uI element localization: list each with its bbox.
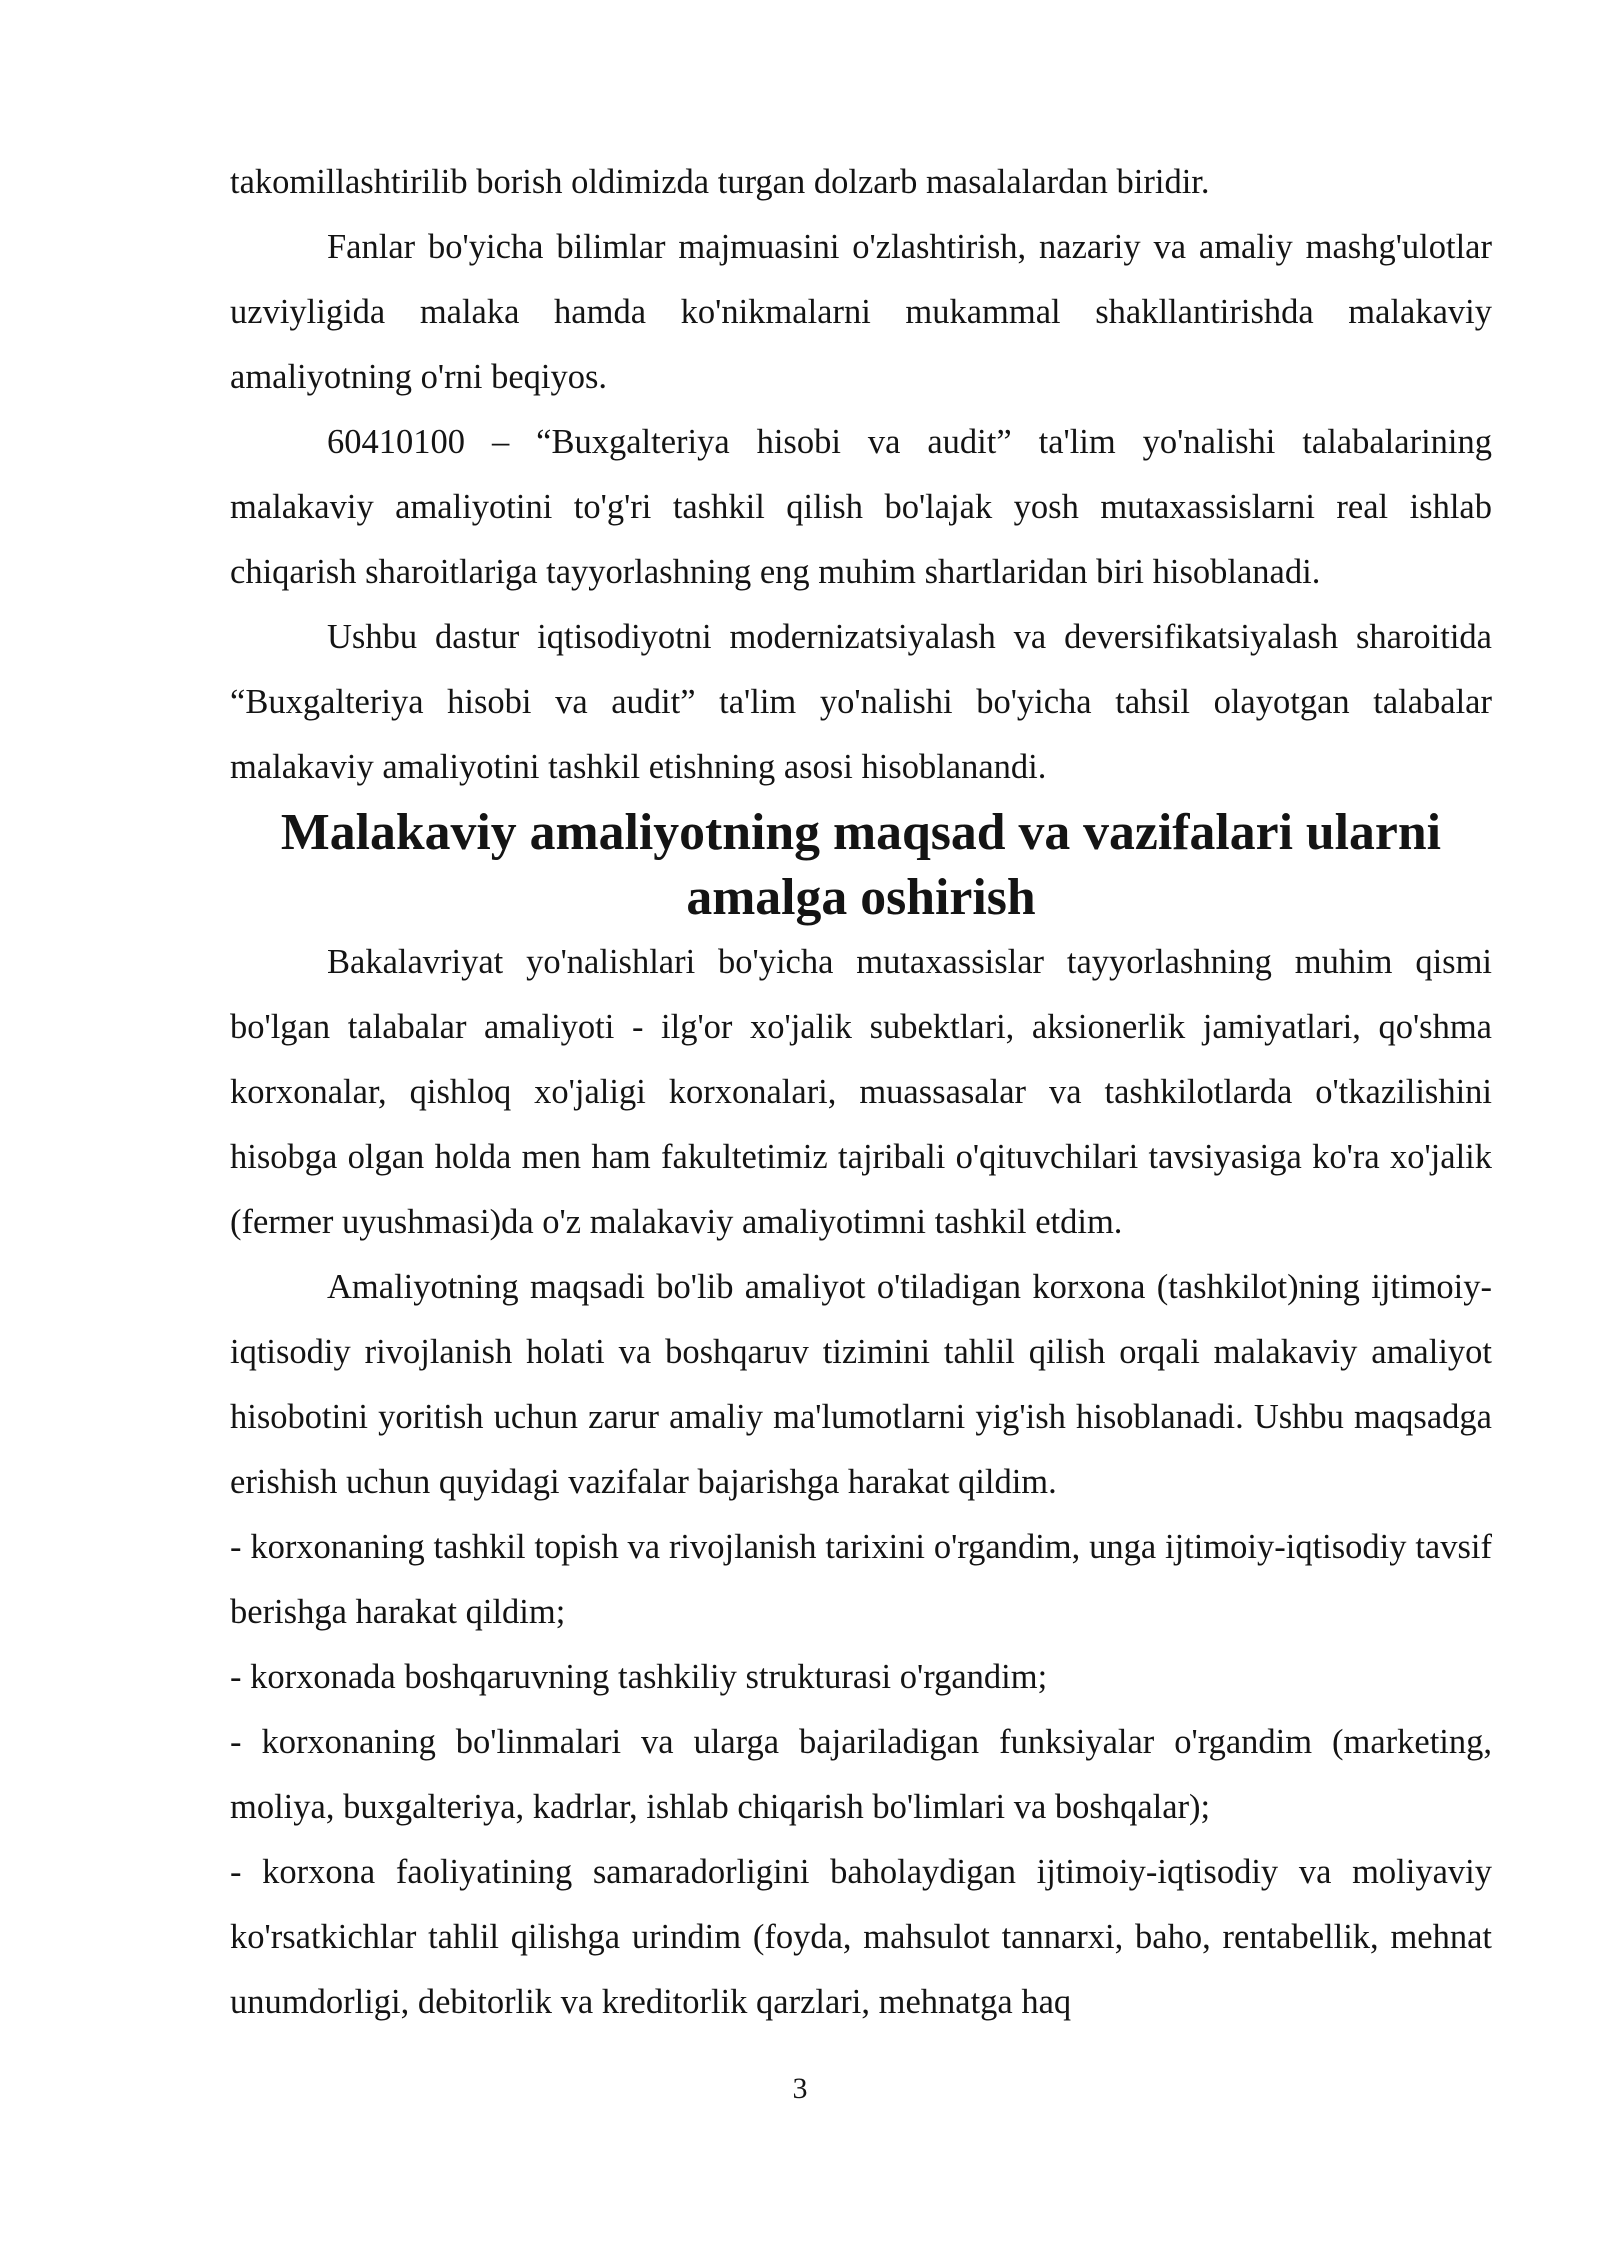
paragraph-program-code: 60410100 – “Buxgalteriya hisobi va audit” ta'lim yo'nalishi talabalarining malakaviy amaliyotini to'g'ri tashkil qilish bo'lajak yosh mutaxassislarni real ishlab chiqarish sharoitlariga tayyorlashning eng muhim shartlaridan biri hisoblanadi. (230, 423, 1492, 591)
list-item-departments: - korxonaning bo'linmalari va ularga bajariladigan funksiyalar o'rgandim (marketing, moliya, buxgalteriya, kadrlar, ishlab chiqarish bo'limlari va boshqalar); (230, 1723, 1492, 1826)
paragraph-amaliyot-maqsadi: Amaliyotning maqsadi bo'lib amaliyot o'tiladigan korxona (tashkilot)ning ijtimoiy-iqtisodiy rivojlanish holati va boshqaruv tizimini tahlil qilish orqali malakaviy amaliyot hisobotini yoritish uchun zarur amaliy ma'lumotlarni yig'ish hisoblanadi. Ushbu maqsadga erishish uchun quyidagi vazifalar bajarishga harakat qildim. (230, 1268, 1492, 1501)
list-item-history: - korxonaning tashkil topish va rivojlanish tarixini o'rgandim, unga ijtimoiy-iqtisodiy tavsif berishga harakat qildim; (230, 1528, 1492, 1631)
page-number: 3 (792, 2072, 808, 2105)
list-item-efficiency: - korxona faoliyatining samaradorligini baholaydigan ijtimoiy-iqtisodiy va moliyaviy ko'rsatkichlar tahlil qilishga urindim (foyda, mahsulot tannarxi, baho, rentabellik, mehnat unumdorligi, debitorlik va kreditorlik qarzlari, mehnatga haq (230, 1853, 1492, 2021)
list-item-structure: - korxonada boshqaruvning tashkiliy strukturasi o'rgandim; (230, 1658, 1048, 1696)
paragraph-continuation: takomillashtirilib borish oldimizda turgan dolzarb masalalardan biridir. (230, 163, 1210, 201)
paragraph-bakalavriyat: Bakalavriyat yo'nalishlari bo'yicha mutaxassislar tayyorlashning muhim qismi bo'lgan talabalar amaliyoti - ilg'or xo'jalik subektlari, aksionerlik jamiyatlari, qo'shma korxonalar, qishloq xo'jaligi korxonalari, muassasalar va tashkilotlarda o'tkazilishini hisobga olgan holda men ham fakultetimiz tajribali o'qituvchilari tavsiyasiga ko'ra xo'jalik (fermer uyushmasi)da o'z malakaviy amaliyotimni tashkil etdim. (230, 943, 1492, 1241)
section-heading: Malakaviy amaliyotning maqsad va vazifalari ularni amalga oshirish (280, 804, 1442, 926)
document-page (230, 150, 1492, 2035)
paragraph-ushbu-dastur: Ushbu dastur iqtisodiyotni modernizatsiyalash va deversifikatsiyalash sharoitida “Buxgalteriya hisobi va audit” ta'lim yo'nalishi bo'yicha tahsil olayotgan talabalar malakaviy amaliyotini tashkil etishning asosi hisoblanandi. (230, 618, 1492, 786)
paragraph-fanlar: Fanlar bo'yicha bilimlar majmuasini o'zlashtirish, nazariy va amaliy mashg'ulotlar uzviyligida malaka hamda ko'nikmalarni mukammal shakllantirishda malakaviy amaliyotning o'rni beqiyos. (230, 228, 1492, 396)
